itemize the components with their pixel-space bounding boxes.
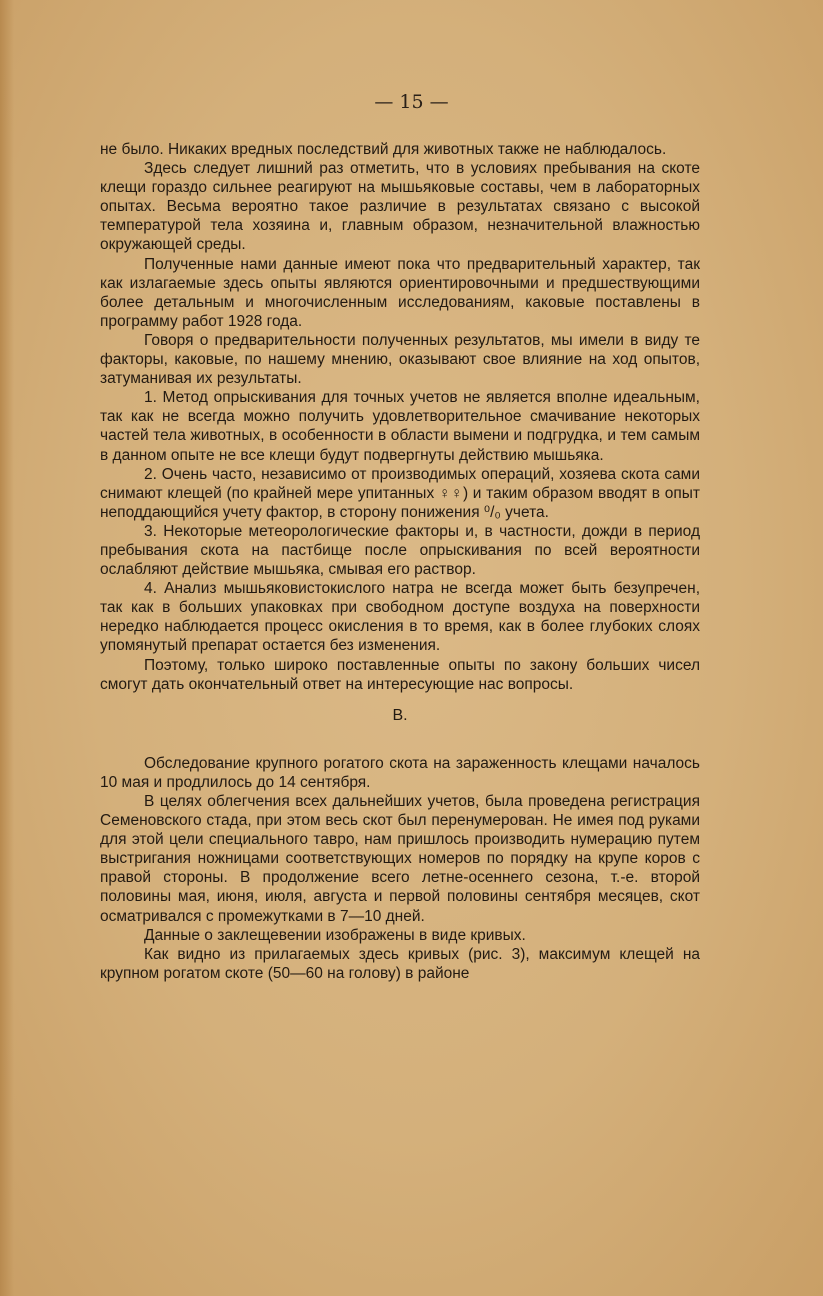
paragraph: Обследование крупного рогатого скота на зараженность клещами началось 10 мая и продлилось до 14 сентября. [100, 754, 700, 791]
list-item: 4. Анализ мышьяковистокислого натра не всегда может быть безупречен, так как в больших упаковках при свободном доступе воздуха на поверхности нередко наблюдается процесс окисления в то время, как в более глубоких слоях упомянутый препарат остается без изменения. [100, 580, 700, 655]
list-item: 2. Очень часто, независимо от производимых операций, хозяева скота сами снимают клещей (по крайней мере упитанных ♀♀) и таким образом вводят в опыт неподдающийся учету фактор, в сторону понижения ⁰/₀ учета. [100, 465, 700, 521]
section-heading: В. [392, 706, 408, 724]
paragraph: В целях облегчения всех дальнейших учетов, была проведена регистрация Семеновского стада, при этом весь скот был перенумерован. Не имея под руками для этой цели специального тавро, нам пришлось производить нумерацию путем выстригания ножницами соответствующих номеров по порядку на крупе коров с правой стороны. В продолжение всего летне-осеннего сезона, т.-е. второй половины мая, июня, июля, августа и первой половины сентября месяцев, скот осматривался с промежутками в 7—10 дней. [100, 793, 700, 925]
paragraph: не было. Никаких вредных последствий для животных также не наблюдалось. [100, 141, 667, 158]
paragraph: Здесь следует лишний раз отметить, что в условиях пребывания на скоте клещи гораздо сильнее реагируют на мышьяковые составы, чем в лабораторных опытах. Весьма вероятно такое различие в результатах связано с высокой температурой тела хозяина и, главным образом, незначительной влажностью окружающей среды. [100, 160, 700, 254]
paragraph: Данные о заклещевении изображены в виде кривых. [144, 926, 526, 944]
paragraph: Говоря о предварительности полученных результатов, мы имели в виду те факторы, каковые, по нашему мнению, оказывают свое влияние на ход опытов, затуманивая их результаты. [100, 331, 700, 388]
paragraph: Полученные нами данные имеют пока что предварительный характер, так как излагаемые здесь опыты являются ориентировочными и предшествующими более детальным и многочисленным исследованиям, каковые поставлены в программу работ 1928 года. [100, 255, 700, 330]
paragraph: Поэтому, только широко поставленные опыты по закону больших чисел смогут дать окончательный ответ на интересующие нас вопросы. [100, 656, 700, 693]
list-item: 1. Метод опрыскивания для точных учетов не является вполне идеальным, так как не всегда можно получить удовлетворительное смачивание некоторых частей тела животных, в особенности в области вымени и подгрудка, и тем самым в данном опыте не все клещи будут подвергнуты действию мышьяка. [100, 389, 700, 464]
page-number: — 15 — [374, 91, 449, 113]
body-text [100, 140, 700, 983]
paragraph: Как видно из прилагаемых здесь кривых (рис. 3), максимум клещей на крупном рогатом скоте (50—60 на голову) в районе [100, 945, 700, 982]
list-item: 3. Некоторые метеорологические факторы и, в частности, дожди в период пребывания скота на пастбище после опрыскивания по всей вероятности ослабляют действие мышьяка, смывая его раствор. [100, 522, 700, 579]
